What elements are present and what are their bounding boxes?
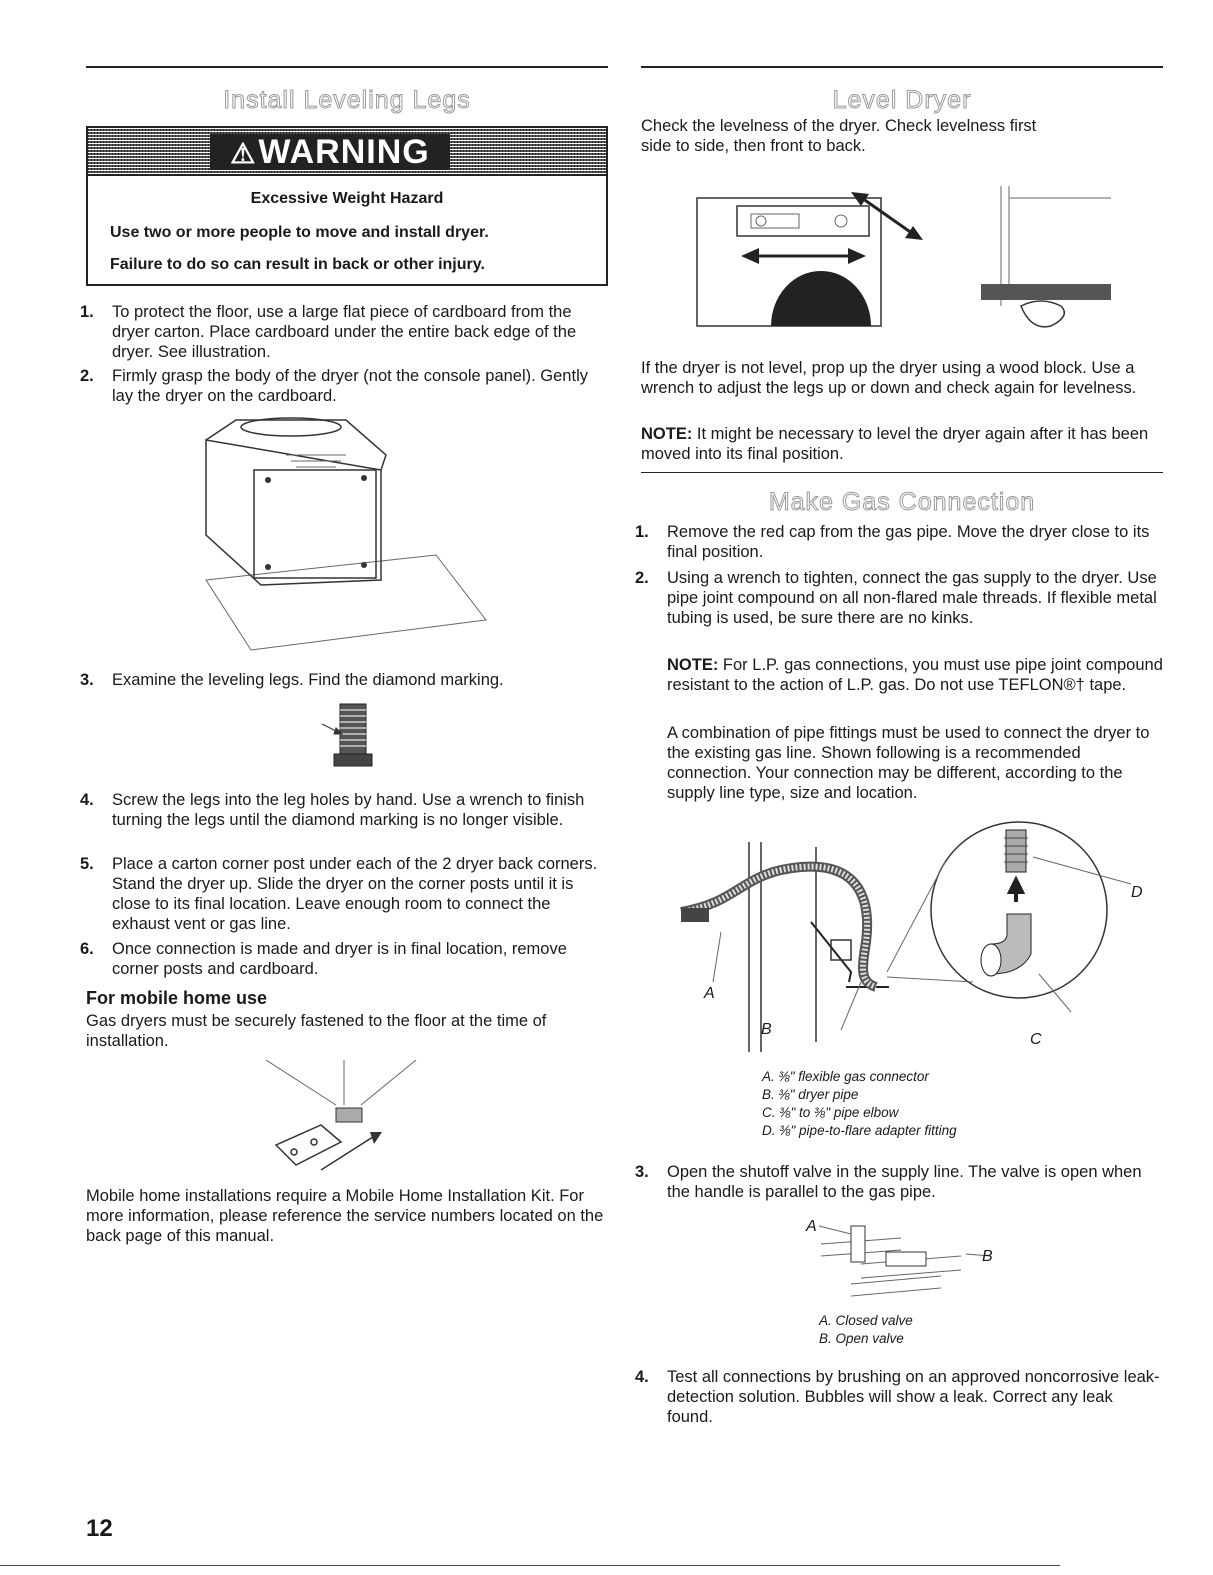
level-intro-text: Check the levelness of the dryer. Check levelness first side to side, then front to back. <box>641 117 1037 155</box>
warning-header <box>88 128 606 176</box>
valve-caption-b: B. Open valve <box>819 1331 904 1346</box>
warning-hazard: Excessive Weight Hazard <box>250 190 444 207</box>
list-item: 4. Test all connections by brushing on an approved noncorrosive leak-detection solution. Bubbles will show a leak. Correct any leak found. <box>635 1368 1160 1426</box>
list-item: 1. Remove the red cap from the gas pipe. Move the dryer close to its final position. <box>635 523 1150 561</box>
warning-triangle-icon: ⚠ <box>230 138 257 169</box>
section-title-make-gas-connection: Make Gas Connection <box>768 488 1036 516</box>
warning-box <box>86 126 608 286</box>
list-item: 3. Open the shutoff valve in the supply line. The valve is open when the handle is parallel to the gas pipe. <box>635 1163 1142 1201</box>
valve-label-b: B <box>982 1248 993 1265</box>
warning-line-1: Use two or more people to move and install dryer. <box>110 224 489 241</box>
lp-gas-note: NOTE: For L.P. gas connections, you must use pipe joint compound resistant to the action of L.P. gas. Do not use TEFLON®† tape. <box>667 656 1163 694</box>
warning-line-2: Failure to do so can result in back or other injury. <box>110 256 485 273</box>
section-divider <box>641 66 1163 68</box>
caption-d: D. ⅜" pipe-to-flare adapter fitting <box>762 1123 957 1138</box>
bottom-rule <box>0 1565 1060 1566</box>
list-item: 2. Using a wrench to tighten, connect the gas supply to the dryer. Use pipe joint compound on all non-flared male threads. If flexible metal tubing is used, be sure there are no kinks. <box>635 569 1157 627</box>
list-item: 4. Screw the legs into the leg holes by hand. Use a wrench to finish turning the legs until the diamond marking is no longer visible. <box>80 791 585 829</box>
figure-label-d: D <box>1131 884 1143 901</box>
dryer-on-cardboard-illustration <box>186 415 496 655</box>
section-divider <box>641 472 1163 473</box>
list-item: 2. Firmly grasp the body of the dryer (not the console panel). Gently lay the dryer on the cardboard. <box>80 367 588 405</box>
level-dryer-illustration <box>691 186 1121 346</box>
section-divider <box>86 66 608 68</box>
shutoff-valve-illustration <box>811 1216 991 1306</box>
mobile-home-heading: For mobile home use <box>86 988 268 1008</box>
caption-a: A. ⅜" flexible gas connector <box>762 1069 929 1084</box>
valve-label-a: A <box>806 1218 817 1235</box>
leveling-leg-illustration <box>318 696 388 776</box>
list-item: 3. Examine the leveling legs. Find the diamond marking. <box>80 671 504 689</box>
page-number: 12 <box>86 1515 113 1542</box>
caption-c: C. ⅜" to ⅜" pipe elbow <box>762 1105 899 1120</box>
gas-connection-illustration <box>661 812 1161 1057</box>
mobile-home-text: Gas dryers must be securely fastened to the floor at the time of installation. <box>86 1012 547 1050</box>
mobile-home-bracket-illustration <box>266 1060 456 1180</box>
figure-label-b: B <box>761 1021 772 1038</box>
list-item: 1. To protect the floor, use a large flat piece of cardboard from the dryer carton. Place cardboard under the entire back edge of the dryer. See illustration. <box>80 303 577 361</box>
valve-caption-a: A. Closed valve <box>819 1313 913 1328</box>
list-item: 5. Place a carton corner post under each of the 2 dryer back corners. Stand the dryer up. Slide the dryer on the corner posts until it is close to its final location. Leave enough room to connect the exhaust vent or gas line. <box>80 855 598 933</box>
section-title-install-leveling-legs: Install Leveling Legs <box>223 86 471 114</box>
caption-b: B. ⅜" dryer pipe <box>762 1087 859 1102</box>
warning-label: ⚠WARNING <box>210 134 450 170</box>
figure-label-a: A <box>704 985 715 1002</box>
section-title-level-dryer: Level Dryer <box>832 86 972 114</box>
mobile-home-kit-text: Mobile home installations require a Mobile Home Installation Kit. For more information, please reference the service numbers located on the back page of this manual. <box>86 1187 604 1245</box>
pipe-fittings-text: A combination of pipe fittings must be used to connect the dryer to the existing gas line. Shown following is a recommended connection. Your connection may be different, according to the supply line type, size and location. <box>667 724 1150 802</box>
level-note: NOTE: It might be necessary to level the dryer again after it has been moved into its final position. <box>641 425 1149 463</box>
list-item: 6. Once connection is made and dryer is in final location, remove corner posts and cardboard. <box>80 940 567 978</box>
figure-label-c: C <box>1030 1031 1042 1048</box>
level-adjust-text: If the dryer is not level, prop up the dryer using a wood block. Use a wrench to adjust the legs up or down and check again for levelness. <box>641 359 1137 397</box>
